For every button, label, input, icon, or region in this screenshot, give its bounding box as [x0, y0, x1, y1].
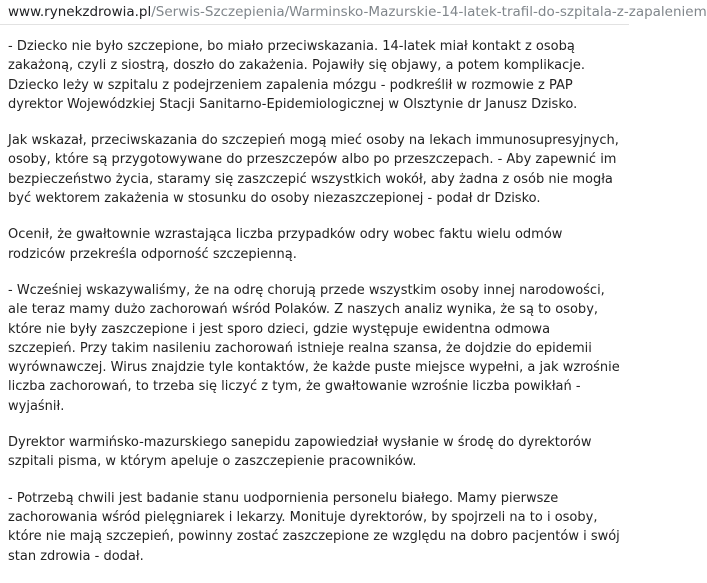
url-path: /Serwis-Szczepienia/Warminsko-Mazurskie-14-latek-trafil-do-szpitala-z-zapaleniem	[151, 4, 707, 20]
article-paragraph-3: Ocenił, że gwałtownie wzrastająca liczba przypadków odry wobec faktu wielu odmów rodziców przekreśla odporność szczepienną.	[8, 227, 563, 262]
article-paragraph-5: Dyrektor warmińsko-mazurskiego sanepidu zapowiedział wysłanie w środę do dyrektorów szpitali pisma, w którym apeluje o zaszczepienie pracowników.	[8, 435, 592, 470]
article-paragraph-2: Jak wskazał, przeciwskazania do szczepień mogą mieć osoby na lekach immunosupresyjnych, osoby, które są przygotowywane do przeszczepów albo po przeszczepach. - Aby zapewnić im bezpieczeństwo życia, staramy się zaszczepić wszystkich wokół, aby żadna z osób nie mogła być wektorem zakażenia w stosunku do osoby niezaszczepionej - podał dr Dzisko.	[8, 133, 619, 207]
article-paragraph-6: - Potrzebą chwili jest badanie stanu uodpornienia personelu białego. Mamy pierwsze zachorowania wśród pielęgniarek i lekarzy. Monituje dyrektorów, by spojrzeli na to i osoby, które nie mają szczepień, powinny zostać zaszczepione ze względu na dobro pacjentów i swój stan zdrowia - dodał.	[8, 490, 620, 564]
article-paragraph-1: - Dziecko nie było szczepione, bo miało przeciwskazania. 14-latek miał kontakt z osobą zakażoną, czyli z siostrą, doszło do zakażenia. Pojawiły się objawy, a potem komplikacje. Dziecko leży w szpitalu z podejrzeniem zapalenia mózgu - podkreślił w rozmowie z PAP dyrektor Wojewódzkiej Stacji Sanitarno-Epidemiologicznej w Olsztynie dr Janusz Dzisko.	[8, 39, 586, 112]
article-paragraph-4: - Wcześniej wskazywaliśmy, że na odrę chorują przede wszystkim osoby innej narodowości, ale teraz mamy dużo zachorowań wśród Polaków. Z naszych analiz wynika, że są to osoby, które nie były zaszczepione i jest sporo dzieci, gdzie występuje ewidentna odmowa szczepień. Przy takim nasileniu zachorowań istnieje realna szansa, że dojdzie do epidemii wyrównawczej. Wirus znajdzie tyle kontaktów, że każde puste miejsce wypełni, a jak wzrośnie liczba zachorowań, to trzeba się liczyć z tym, że gwałtowanie wzrośnie liczba powikłań - wyjaśnił.	[8, 282, 620, 414]
url-domain: www.rynekzdrowia.pl	[8, 4, 152, 20]
url-text[interactable]	[8, 4, 707, 20]
article-body	[8, 37, 620, 583]
address-bar[interactable]	[0, 0, 707, 25]
